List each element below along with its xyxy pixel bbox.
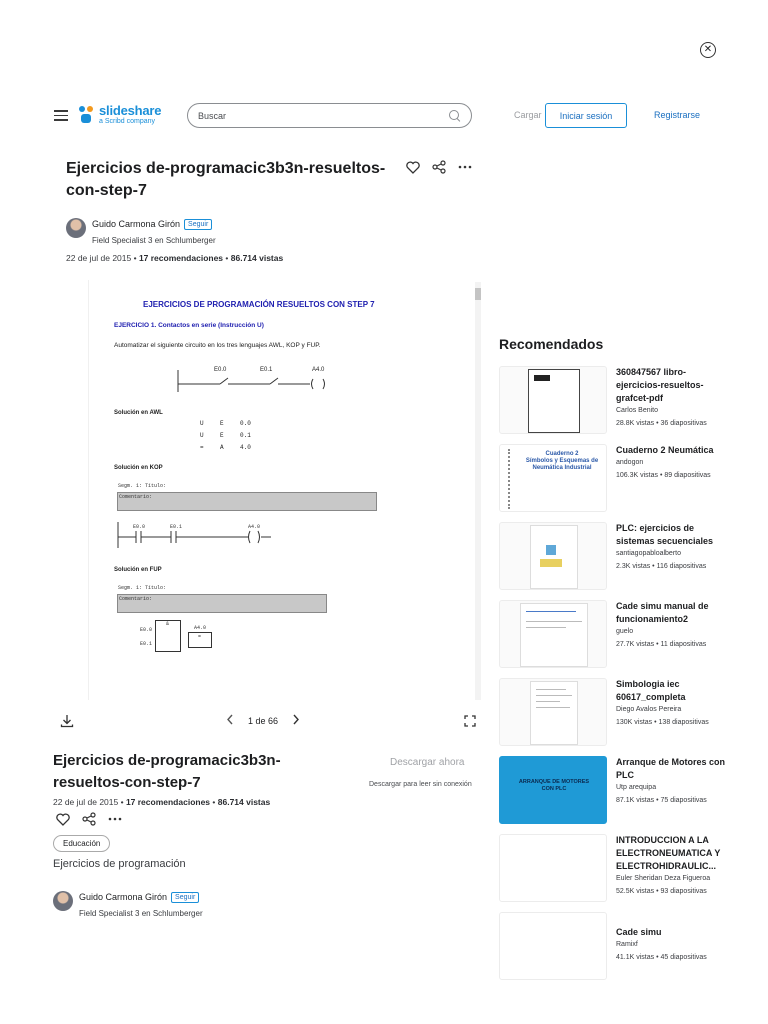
search-placeholder: Buscar — [198, 110, 227, 121]
heart-icon[interactable] — [56, 813, 70, 826]
awl-address: 0.0 — [240, 420, 251, 427]
awl-address: 0.1 — [240, 432, 251, 439]
logo-mark — [79, 106, 95, 124]
login-button[interactable]: Iniciar sesión — [545, 103, 627, 128]
recommended-stats: 52.5K vistas • 93 diapositivas — [616, 888, 707, 895]
awl-address: 4.0 — [240, 444, 251, 451]
doc-recommendations: 17 recomendaciones — [138, 253, 224, 263]
recommended-item[interactable] — [499, 444, 729, 514]
recommended-stats: 106.3K vistas • 89 diapositivas — [616, 472, 711, 479]
search-input[interactable] — [187, 103, 472, 128]
thumb-figure — [546, 545, 556, 555]
follow-button[interactable]: Seguir — [171, 892, 199, 903]
recommended-info — [616, 834, 728, 904]
awl-op: U — [200, 420, 204, 427]
thumb-line: Neumática Industrial — [532, 465, 592, 471]
recommended-info — [616, 756, 728, 826]
logo-sub: a Scribd company — [99, 118, 156, 125]
recommended-heading: Recomendados — [499, 336, 604, 352]
recommended-item[interactable] — [499, 756, 729, 826]
doc-title-secondary: Ejercicios de-programacic3b3n-resueltos-con-step-7 — [53, 752, 281, 791]
chevron-left-icon[interactable] — [226, 714, 234, 727]
recommended-title[interactable]: Arranque de Motores con PLC — [616, 757, 726, 780]
author-block — [66, 214, 216, 245]
category-badge[interactable]: Educación — [53, 835, 110, 852]
recommended-stats: 41.1K vistas • 45 diapositivas — [616, 954, 707, 961]
recommended-title[interactable]: PLC: ejercicios de sistemas secuenciales — [616, 523, 714, 546]
recommended-info — [616, 522, 728, 592]
close-icon[interactable]: ✕ — [700, 42, 716, 58]
thumb-line — [526, 621, 582, 622]
viewer-toolbar — [56, 712, 480, 730]
doc-meta-secondary: 22 de jul de 2015 • 17 recomendaciones • 86.714 vistas — [53, 797, 271, 807]
fup-label-a40: A4.0 — [194, 625, 207, 631]
recommended-author: Carlos Benito — [616, 407, 659, 414]
page-text: Automatizar el siguiente circuito en los tres lenguajes AWL, KOP y FUP. — [114, 342, 321, 349]
follow-button[interactable]: Seguir — [184, 219, 212, 230]
recommended-thumbnail[interactable] — [499, 678, 607, 746]
awl-operand: E — [220, 420, 224, 427]
recommended-author: Utp arequipa — [616, 784, 657, 791]
header — [0, 100, 768, 132]
recommended-info — [616, 444, 728, 514]
awl-operand: E — [220, 432, 224, 439]
awl-op: U — [200, 432, 204, 439]
awl-op: = — [200, 444, 204, 451]
author-block-secondary — [53, 887, 203, 918]
upload-link[interactable]: Cargar — [514, 110, 542, 120]
recommended-item[interactable] — [499, 600, 729, 670]
recommended-item[interactable] — [499, 522, 729, 592]
thumb-page — [530, 681, 578, 745]
author-role: Field Specialist 3 en Schlumberger — [79, 909, 203, 918]
thumb-line — [536, 689, 566, 690]
recommended-info — [616, 912, 728, 982]
recommended-author: Diego Avalos Pereira — [616, 706, 682, 713]
thumb-line: Cuaderno 2 — [545, 451, 579, 457]
recommended-title[interactable]: INTRODUCCION A LA ELECTRONEUMATICA Y ELECTROHIDRAULIC... — [616, 835, 721, 871]
thumb-line — [526, 627, 566, 628]
recommended-author: santiagopabloalberto — [616, 550, 681, 557]
thumb-page — [530, 525, 578, 589]
solution-kop-label: Solución en KOP — [114, 465, 163, 471]
recommended-stats: 28.8K vistas • 36 diapositivas — [616, 420, 707, 427]
logo-name: slideshare — [99, 103, 162, 118]
author-line — [92, 214, 216, 232]
fup-label-e01: E0.1 — [140, 641, 153, 647]
kop-label-a40: A4.0 — [248, 524, 261, 530]
fup-comment: Comentario: — [119, 596, 153, 602]
solution-fup-label: Solución en FUP — [114, 567, 162, 573]
ladder-label-e01: E0.1 — [260, 367, 273, 373]
recommended-title[interactable]: Simbologia iec 60617_completa — [616, 679, 686, 702]
ladder-label-e00: E0.0 — [214, 367, 227, 373]
awl-code — [200, 418, 260, 454]
fullscreen-icon[interactable] — [464, 714, 476, 732]
doc-meta: 22 de jul de 2015 • 17 recomendaciones • 86.714 vistas — [66, 253, 284, 263]
doc-date: 22 de jul de 2015 — [53, 797, 119, 807]
recommended-info — [616, 600, 728, 670]
avatar[interactable] — [53, 891, 73, 911]
author-line — [79, 887, 203, 905]
recommended-thumbnail[interactable] — [499, 912, 607, 980]
solution-awl-label: Solución en AWL — [114, 410, 163, 416]
doc-description: Ejercicios de programación — [53, 858, 186, 870]
author-name[interactable]: Guido Carmona Girón — [79, 892, 168, 902]
fup-segment-title: Segm. 1: Título: — [118, 585, 167, 591]
more-icon[interactable] — [108, 817, 122, 821]
fup-assign-symbol: = — [198, 634, 202, 640]
avatar[interactable] — [66, 218, 86, 238]
kop-comment-box — [117, 492, 377, 511]
recommended-thumbnail[interactable] — [499, 756, 607, 824]
awl-line — [200, 418, 260, 430]
search-icon[interactable] — [449, 110, 461, 122]
doc-date: 22 de jul de 2015 — [66, 253, 132, 263]
recommended-title[interactable]: 360847567 libro-ejercicios-resueltos-grafcet-pdf — [616, 367, 704, 403]
recommended-author: guelo — [616, 628, 634, 635]
thumb-book-mark — [534, 375, 550, 381]
fup-label-e00: E0.0 — [140, 627, 153, 633]
thumb-line: Símbolos y Esquemas de — [525, 458, 599, 464]
recommended-author: Euler Sheridan Deza Figueroa — [616, 875, 711, 882]
awl-line — [200, 442, 260, 454]
recommended-stats: 27.7K vistas • 11 diapositivas — [616, 641, 707, 648]
logo[interactable] — [79, 104, 161, 126]
page-title: Ejercicios de-programacic3b3n-resueltos-con-step-7 — [66, 160, 386, 199]
hamburger-icon[interactable] — [54, 110, 68, 121]
recommended-thumbnail[interactable] — [499, 366, 607, 434]
kop-label-e01: E0.1 — [170, 524, 183, 530]
recommended-thumbnail[interactable] — [499, 444, 607, 512]
download-now-button[interactable]: Descargar ahora — [390, 757, 465, 768]
recommended-author: andogon — [616, 459, 644, 466]
pager — [226, 714, 300, 727]
download-icon[interactable] — [60, 714, 74, 733]
ladder-label-a40: A4.0 — [312, 367, 325, 373]
signup-link[interactable]: Registrarse — [654, 110, 701, 120]
share-icon[interactable] — [432, 160, 446, 174]
thumb-line: ARRANQUE DE MOTORES — [518, 779, 590, 785]
thumb-line — [536, 701, 560, 702]
doc-views: 86.714 vistas — [217, 797, 271, 807]
recommended-info — [616, 678, 728, 748]
kop-label-e00: E0.0 — [133, 524, 146, 530]
thumb-line — [536, 707, 570, 708]
page-indicator[interactable]: 1 de 66 — [248, 715, 279, 726]
recommended-thumbnail[interactable] — [499, 600, 607, 668]
recommended-stats: 87.1K vistas • 75 diapositivas — [616, 797, 707, 804]
doc-views: 86.714 vistas — [230, 253, 284, 263]
thumb-notebook-title — [522, 451, 602, 472]
recommended-item[interactable] — [499, 834, 729, 904]
thumb-slide-title — [514, 779, 594, 793]
page-exercise: EJERCICIO 1. Contactos en serie (Instrucción U) — [114, 322, 264, 329]
recommended-item[interactable] — [499, 366, 729, 436]
heart-icon[interactable] — [406, 161, 420, 174]
thumb-line — [526, 611, 576, 612]
recommended-author: Ramixf — [616, 941, 638, 948]
logo-text — [99, 104, 161, 126]
awl-operand: A — [220, 444, 224, 451]
title-actions — [406, 160, 472, 174]
share-icon[interactable] — [82, 812, 96, 826]
page-heading: EJERCICIOS DE PROGRAMACIÓN RESUELTOS CON STEP 7 — [143, 300, 375, 309]
recommended-thumbnail[interactable] — [499, 522, 607, 590]
thumb-line — [536, 695, 572, 696]
thumb-line: CON PLC — [541, 786, 567, 792]
viewer-scrollbar[interactable] — [475, 282, 481, 700]
kop-comment: Comentario: — [119, 494, 153, 500]
recommended-title[interactable]: Cade simu manual de funcionamiento2 — [616, 601, 709, 624]
awl-line — [200, 430, 260, 442]
kop-segment-title: Segm. 1: Título: — [118, 483, 167, 489]
recommended-stats: 2.3K vistas • 116 diapositivas — [616, 563, 707, 570]
more-icon[interactable] — [458, 165, 472, 169]
recommended-title[interactable]: Cuaderno 2 Neumática — [616, 445, 714, 455]
thumb-figure — [540, 559, 562, 567]
fup-and-symbol: & — [166, 621, 170, 627]
recommended-item[interactable] — [499, 678, 729, 748]
doc-recommendations: 17 recomendaciones — [125, 797, 211, 807]
recommended-item[interactable] — [499, 912, 729, 982]
thumb-page — [520, 603, 588, 667]
author-role: Field Specialist 3 en Schlumberger — [92, 236, 216, 245]
download-subtext: Descargar para leer sin conexión — [369, 781, 472, 788]
viewer-scroll-thumb[interactable] — [475, 288, 481, 300]
doc-actions — [56, 812, 122, 826]
chevron-right-icon[interactable] — [292, 714, 300, 727]
recommended-stats: 130K vistas • 138 diapositivas — [616, 719, 709, 726]
recommended-info — [616, 366, 728, 436]
recommended-title[interactable]: Cade simu — [616, 927, 662, 937]
author-name[interactable]: Guido Carmona Girón — [92, 219, 181, 229]
recommended-thumbnail[interactable] — [499, 834, 607, 902]
